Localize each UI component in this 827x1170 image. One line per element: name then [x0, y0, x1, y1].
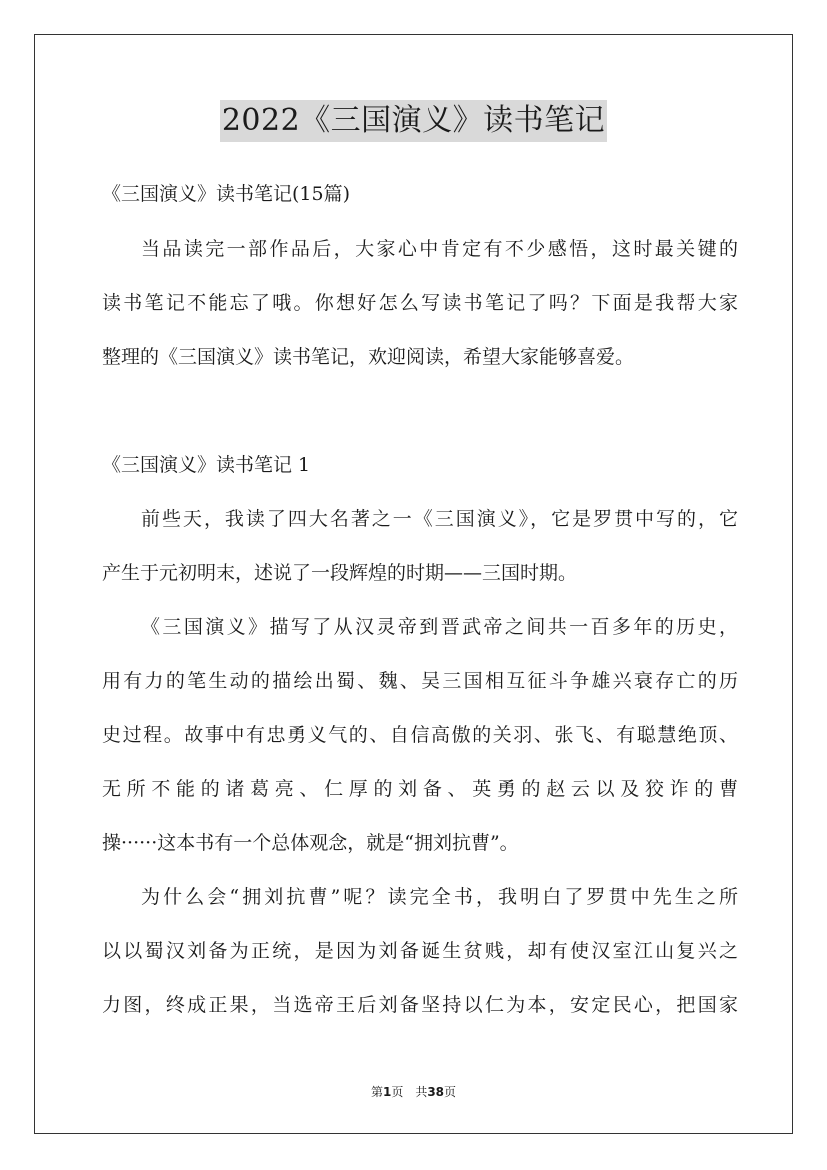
paragraph2-line-1: 《三国演义》描写了从汉灵帝到晋武帝之间共一百多年的历史，: [141, 616, 738, 638]
footer-page-prefix: 第: [370, 1085, 383, 1099]
document-title-text: 2022《三国演义》读书笔记: [220, 100, 607, 142]
paragraph1-line-1: 前些天，我读了四大名著之一《三国演义》，它是罗贯中写的，它: [141, 508, 738, 530]
footer-page-number: 1: [382, 1085, 392, 1099]
intro-line-2: 读书笔记不能忘了哦。你想好怎么写读书笔记了吗？下面是我帮大家: [102, 292, 738, 314]
paragraph2-line-2: 用有力的笔生动的描绘出蜀、魏、吴三国相互征斗争雄兴衰存亡的历: [102, 670, 738, 692]
paragraph3-line-3: 力图，终成正果，当选帝王后刘备坚持以仁为本，安定民心，把国家: [102, 994, 738, 1016]
paragraph3-line-1: 为什么会“拥刘抗曹”呢？读完全书，我明白了罗贯中先生之所: [141, 886, 738, 908]
page-footer: [0, 1084, 827, 1100]
paragraph3-line-2: 以以蜀汉刘备为正统，是因为刘备诞生贫贱，却有使汉室江山复兴之: [102, 940, 738, 962]
paragraph2-line-3: 史过程。故事中有忠勇义气的、自信高傲的关羽、张飞、有聪慧绝顶、: [102, 724, 738, 746]
intro-line-3: 整理的《三国演义》读书笔记，欢迎阅读，希望大家能够喜爱。: [102, 346, 635, 368]
footer-page-suffix: 页: [444, 1085, 457, 1099]
paragraph2-line-4: 无所不能的诸葛亮、仁厚的刘备、英勇的赵云以及狡诈的曹: [102, 778, 738, 800]
intro-line-1: 当品读完一部作品后，大家心中肯定有不少感悟，这时最关键的: [141, 238, 738, 260]
section-heading: 《三国演义》读书笔记 1: [102, 454, 311, 476]
document-title: [0, 100, 827, 142]
footer-page-mid: 页 共: [391, 1085, 428, 1099]
paragraph1-line-2: 产生于元初明末，述说了一段辉煌的时期——三国时期。: [102, 562, 578, 584]
paragraph2-line-5: 操······这本书有一个总体观念，就是“拥刘抗曹”。: [102, 832, 519, 854]
document-subtitle: 《三国演义》读书笔记(15篇): [102, 183, 351, 205]
footer-page-total: 38: [427, 1085, 445, 1099]
